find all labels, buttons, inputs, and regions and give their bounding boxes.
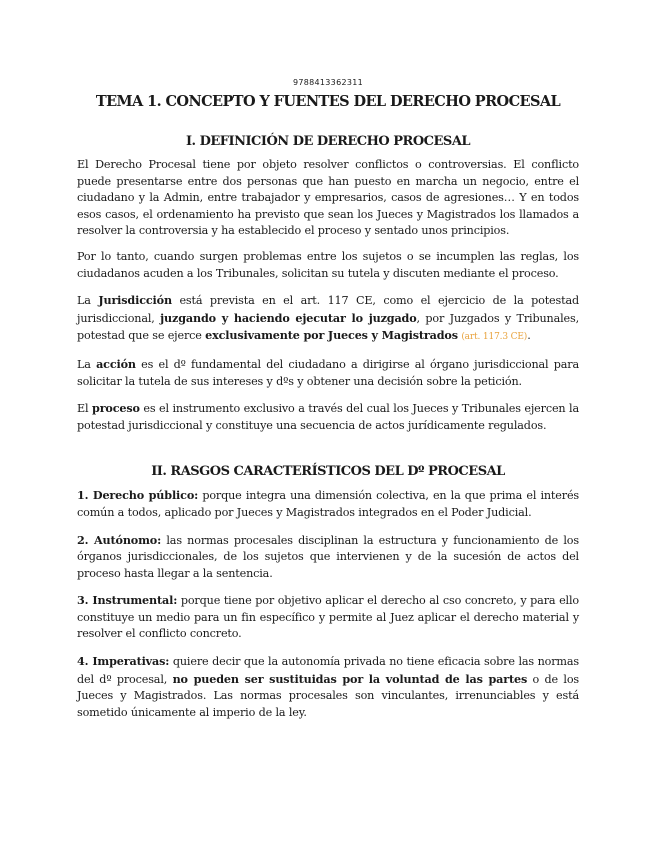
feature-item: 4. Imperativas: quiere decir que la autonomía privada no tiene eficacia sobre las normas del dº procesal, no pueden ser sustituidas por la voluntad de las partes o de los Jueces y Magistrados. Las normas procesales son vinculantes, irrenunciables y está sometido únicamente al imperio de la ley. (77, 654, 579, 719)
feature-label: 4. Imperativas: (77, 654, 170, 669)
section-1-paragraph-2: Por lo tanto, cuando surgen problemas entre los sujetos o se incumplen las reglas, los ciudadanos acuden a los Tribunales, solicitan su tutela y discuten mediante el proceso. (77, 249, 579, 280)
feature-label: 1. Derecho público: (77, 488, 199, 503)
document-page (77, 0, 579, 721)
term-jurisdiccion: Jurisdicción (98, 293, 172, 308)
feature-item: 2. Autónomo: las normas procesales disciplinan la estructura y funcionamiento de los órganos jurisdiccionales, de los sujetos que intervienen y de la sucesión de actos del proceso hasta llegar a la sentencia. (77, 532, 579, 580)
section-1-paragraph-accion: La acción es el dº fundamental del ciudadano a dirigirse al órgano jurisdiccional para solicitar la tutela de sus intereses y dºs y obtener una decisión sobre la petición. (77, 356, 579, 388)
section-1-paragraph-proceso: El proceso es el instrumento exclusivo a través del cual los Jueces y Tribunales ejercen la potestad jurisdiccional y constituye una secuencia de actos jurídicamente regulados. (77, 401, 579, 432)
emphasis-exclusivamente: exclusivamente por Jueces y Magistrados (205, 328, 458, 343)
feature-item: 1. Derecho público: porque integra una dimensión colectiva, en la que prima el interés común a todos, aplicado por Jueces y Magistrados integrados en el Poder Judicial. (77, 488, 580, 519)
document-title: TEMA 1. CONCEPTO Y FUENTES DEL DERECHO PROCESAL (95, 93, 561, 110)
feature-label: 2. Autónomo: (77, 532, 162, 547)
term-accion: acción (96, 356, 136, 371)
feature-item: 3. Instrumental: porque tiene por objetivo aplicar el derecho al cso concreto, y para ello constituye un medio para un fin específico y permite al Juez aplicar el derecho material y resolver el conflicto concreto. (77, 593, 579, 641)
isbn-header: 9788413362311 (292, 78, 364, 87)
emphasis-juzgando: juzgando y haciendo ejecutar lo juzgado (160, 310, 417, 325)
section-1-paragraph-1: El Derecho Procesal tiene por objeto resolver conflictos o controversias. El conflicto puede presentarse entre dos personas que han puesto en marcha un negocio, entre el ciudadano y la Admin, entre trabajador y empresarios, casos de agresiones… Y en todos esos casos, el ordenamiento ha previsto que sean los Jueces y Magistrados los llamados a resolver la controversia y ha establecido el proceso y sentado unos principios. (77, 158, 579, 238)
section-1-heading: I. DEFINICIÓN DE DERECHO PROCESAL (185, 134, 471, 149)
article-reference: (art. 117.3 CE) (461, 332, 528, 343)
feature-label: 3. Instrumental: (77, 593, 178, 608)
section-1-paragraph-jurisdiccion: La Jurisdicción está prevista en el art. 117 CE, como el ejercicio de la potestad jurisdiccional, juzgando y haciendo ejecutar lo juzgado, por Juzgados y Tribunales, potestad que se ejerce exclusivamente por Jueces y Magistrados (art. 117.3 CE). (77, 293, 579, 343)
emphasis-no-sustituidas: no pueden ser sustituidas por la voluntad de las partes (172, 671, 528, 686)
section-2-heading: II. RASGOS CARACTERÍSTICOS DEL Dº PROCESAL (151, 464, 505, 480)
term-proceso: proceso (92, 401, 140, 416)
